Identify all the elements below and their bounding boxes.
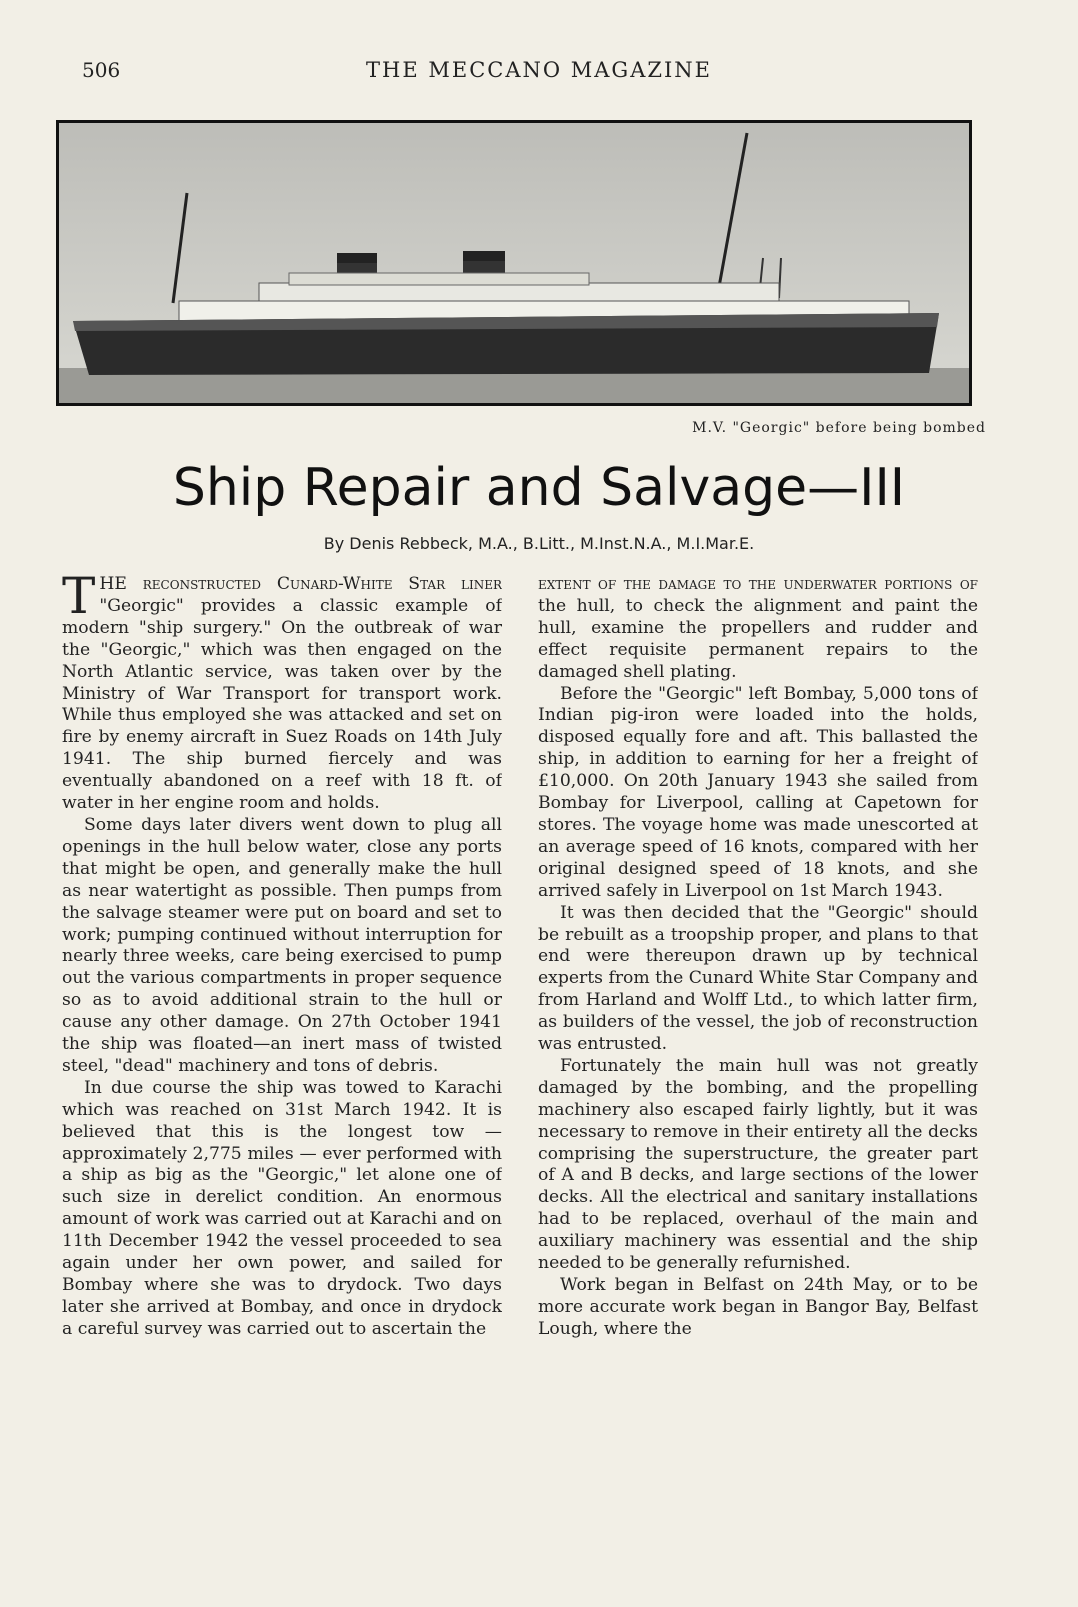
drop-cap: T (62, 574, 96, 625)
ship-photo (56, 120, 972, 406)
paragraph-3: In due course the ship was towed to Karachi which was reached on 31st March 1942. It is believed that this is the longest tow — approximately 2,775 miles — ever performed with a ship as big as the "Georgic," let alone one of such size in derelict condition. An enormous amount of work was carried out at Karachi and on 11th December 1942 the vessel proceeded to sea again under her own power, and sailed for Bombay where she was to drydock. Two days later she arrived at Bombay, and once in drydock a careful survey was carried out to ascertain the (62, 1077, 502, 1339)
running-head: THE MECCANO MAGAZINE (366, 58, 712, 82)
page-number: 506 (82, 58, 121, 82)
paragraph-8: Work began in Belfast on 24th May, or to be more accurate work began in Bangor Bay, Belfast Lough, where the (538, 1275, 978, 1339)
left-column (62, 574, 502, 1494)
paragraph-5: Before the "Georgic" left Bombay, 5,000 tons of Indian pig-iron were loaded into the holds, disposed equally fore and aft. This ballasted the ship, in addition to earning for her a freight of £10,000. On 20th January 1943 she sailed from Bombay for Liverpool, calling at Capetown for stores. The voyage home was made unescorted at an average speed of 16 knots, compared with her original designed speed of 18 knots, and she arrived safely in Liverpool on 1st March 1943. (538, 683, 978, 901)
paragraph-4: extent of the damage to the underwater portions of the hull, to check the alignment and paint the hull, examine the propellers and rudder and effect requisite permanent repairs to the damaged shell plating. (538, 574, 978, 682)
ship-illustration (59, 123, 969, 403)
paragraph-7: Fortunately the main hull was not greatly damaged by the bombing, and the propelling machinery also escaped fairly lightly, but it was necessary to remove in their entirety all the decks comprising the superstructure, the greater part of A and B decks, and large sections of the lower decks. All the electrical and sanitary installations had to be replaced, overhaul of the main and auxiliary machinery was essential and the ship needed to be generally refurnished. (538, 1055, 978, 1274)
paragraph-1 (62, 574, 502, 815)
photo-caption: M.V. "Georgic" before being bombed (692, 420, 986, 436)
right-column (538, 574, 978, 1494)
paragraph-2: Some days later divers went down to plug all openings in the hull below water, close any ports that might be open, and generally make the hull as near watertight as possible. Then pumps from the salvage steamer were put on board and set to work; pumping continued without interruption for nearly three weeks, care being exercised to pump out the various compartments in proper sequence so as to avoid additional strain to the hull or cause any other damage. On 27th October 1941 the ship was floated—an inert mass of twisted steel, "dead" machinery and tons of debris. (62, 814, 502, 1076)
paragraph-1-text: HE reconstructed Cunard-White Star liner "Georgic" provides a classic example of modern "ship surgery." On the outbreak of war the "Georgic," which was then engaged on the North Atlantic service, was taken over by the Ministry of War Transport for transport work. While thus employed she was attacked and set on fire by enemy aircraft in Suez Roads on 14th July 1941. The ship burned fiercely and was eventually abandoned on a reef with 18 ft. of water in her engine room and holds. (62, 574, 502, 814)
article-byline: By Denis Rebbeck, M.A., B.Litt., M.Inst.N.A., M.I.Mar.E. (323, 534, 755, 553)
article-title: Ship Repair and Salvage—III (172, 458, 906, 518)
paragraph-6: It was then decided that the "Georgic" should be rebuilt as a troopship proper, and plans to that end were thereupon drawn up by technical experts from the Cunard White Star Company and from Harland and Wolff Ltd., to which latter firm, as builders of the vessel, the job of reconstruction was entrusted. (538, 902, 978, 1055)
